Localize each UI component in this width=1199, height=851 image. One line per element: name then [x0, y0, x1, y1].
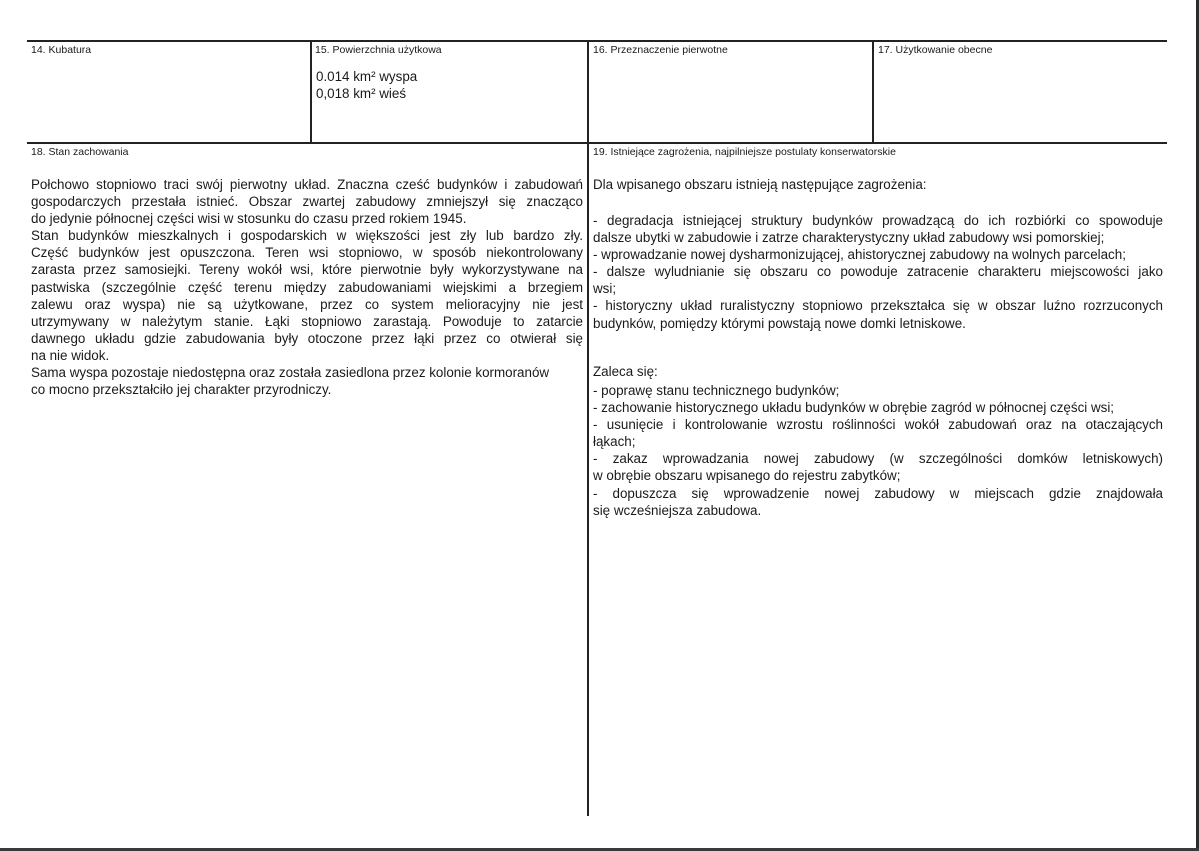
stan-zachowania-line: pastwiska (szczególnie część terenu między zabudowaniami wiejskimi a brzegiem	[31, 279, 583, 295]
stan-zachowania-text	[31, 176, 583, 398]
zagrozenie-line: - dalsze wyludnianie się obszaru co powoduje zatracenie charakteru miejscowości jako	[593, 264, 1163, 280]
powierzchnia-value	[316, 69, 417, 102]
zagrozenia-threats	[593, 212, 1163, 332]
zalecenie-line: - dopuszcza się wprowadzenie nowej zabudowy w miejscach gdzie znajdowała	[593, 485, 1163, 501]
zagrozenie-line: - wprowadzanie nowej dysharmonizującej, ahistorycznej zabudowy na wolnych parcelach;	[593, 247, 1126, 263]
zagrozenia-label: 19. Istniejące zagrożenia, najpilniejsze postulaty konserwatorskie	[593, 146, 896, 158]
stan-zachowania-line: Część budynków jest opuszczona. Teren wsi stopniowo, w sposób niekontrolowany	[31, 245, 583, 261]
stan-zachowania-line: do jedynie północnej części wisi w stosunku do czasu przed rokiem 1945.	[31, 211, 467, 227]
powierzchnia-label: 15. Powierzchnia użytkowa	[315, 44, 442, 56]
table-middle-border	[27, 142, 1167, 144]
przeznaczenie-label: 16. Przeznaczenie pierwotne	[593, 44, 728, 56]
zalecenia-heading: Zaleca się:	[593, 364, 658, 379]
zagrozenie-line: wsi;	[593, 281, 617, 297]
zalecenie-line: łąkach;	[593, 434, 636, 450]
stan-zachowania-line: dawnego układu gdzie zabudowania były otoczone przez łąki przez co otwierał się	[31, 330, 583, 346]
zagrozenie-line: - historyczny układ ruralistyczny stopniowo przekształca się w obszar luźno rozrzuconych	[593, 298, 1163, 314]
stan-zachowania-line: Stan budynków mieszkalnych i gospodarskich w większości jest zły lub bardzo zły.	[31, 228, 583, 244]
kubatura-label: 14. Kubatura	[31, 44, 92, 56]
zagrozenie-line: - degradacja istniejącej struktury budynków prowadzącą do ich rozbiórki co spowoduje	[593, 213, 1163, 228]
zagrozenie-line: dalsze ubytki w zabudowie i zatrze charakterystyczny układ zabudowy wsi pomorskiej;	[593, 230, 1105, 246]
zalecenie-line: - zachowanie historycznego układu budynków w obrębie zagród w północnej części wsi;	[593, 400, 1115, 416]
stan-zachowania-line: Połchowo stopniowo traci swój pierwotny układ. Znaczna cześć budynków i zabudowań	[31, 177, 583, 192]
divider-col-16	[587, 40, 589, 816]
table-top-border	[27, 40, 1167, 42]
uzytkowanie-label: 17. Użytkowanie obecne	[878, 44, 993, 56]
zalecenie-line: się wcześniejsza zabudowa.	[593, 502, 762, 518]
zalecenia-list	[593, 382, 1163, 519]
stan-zachowania-line: na nie widok.	[31, 347, 110, 363]
stan-zachowania-label: 18. Stan zachowania	[31, 146, 129, 158]
stan-zachowania-line: zarasta przez samosiejki. Tereny wokół wsi, które pierwotnie były wykorzystywane na	[31, 262, 583, 278]
zalecenie-line: - usunięcie i kontrolowanie wzrostu roślinności wokół zabudowań oraz na otaczających	[593, 417, 1163, 433]
stan-zachowania-line: co mocno przekształciło jej charakter przyrodniczy.	[31, 382, 332, 398]
divider-col-17	[872, 40, 874, 143]
area-wyspa: 0.014 km² wyspa	[316, 69, 418, 84]
zalecenie-line: - zakaz wprowadzania nowej zabudowy (w szczególności domków letniskowych)	[593, 451, 1163, 467]
area-wies: 0,018 km² wieś	[316, 85, 407, 101]
zalecenie-line: w obrębie obszaru wpisanego do rejestru zabytków;	[593, 468, 901, 484]
stan-zachowania-line: utrzymywany w należytym stanie. Łąki stopniowo zarastają. Powoduje to zatarcie	[31, 313, 583, 329]
zagrozenia-intro: Dla wpisanego obszaru istnieją następujące zagrożenia:	[593, 177, 927, 192]
stan-zachowania-line: Sama wyspa pozostaje niedostępna oraz została zasiedlona przez kolonie kormoranów	[31, 365, 550, 381]
stan-zachowania-line: gospodarczych przestała istnieć. Obszar zwartej zabudowy zmniejszył się znacząco	[31, 194, 583, 210]
zagrozenie-line: budynków, pomiędzy którymi powstają nowe domki letniskowe.	[593, 315, 966, 331]
divider-col-15	[310, 40, 312, 143]
zalecenie-line: - poprawę stanu technicznego budynków;	[593, 383, 840, 398]
stan-zachowania-line: zalewu oraz wyspa) nie są użytkowane, przez co system melioracyjny nie jest	[31, 296, 583, 312]
